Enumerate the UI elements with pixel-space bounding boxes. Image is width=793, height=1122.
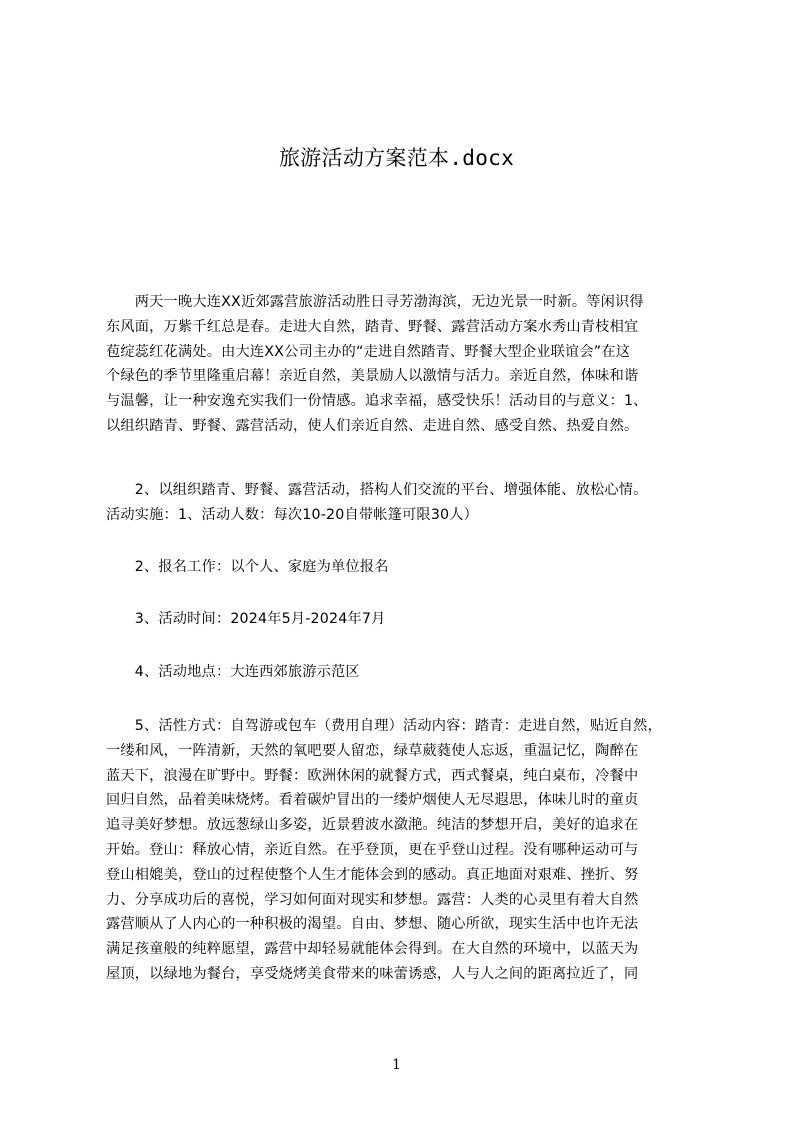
text-line: 苞绽蕊红花满处。由大连XX公司主办的“走进自然踏青、野餐大型企业联谊会”在这 [106,343,631,360]
document-body [106,0,726,1122]
text-line: 登山相媲美，登山的过程使整个人生才能体会到的感动。真正地面对艰难、挫折、努 [106,866,639,883]
paragraph-registration [106,555,726,580]
text-line: 2、报名工作：以个人、家庭为单位报名 [106,559,389,575]
text-line: 开始。登山：释放心情，亲近自然。在乎登顶，更在乎登山过程。没有哪种运动可与 [106,841,639,858]
paragraph-time [106,607,726,632]
text-line: 屋顶，以绿地为餐台，享受烧烤美食带来的味蕾诱惑，人与人之间的距离拉近了，同 [106,965,639,982]
text-line: 露营顺从了人内心的一种积极的渴望。自由、梦想、随心所欲，现实生活中也许无法 [106,916,639,933]
text-line: 一缕和风，一阵清新，天然的氧吧要人留恋，绿草葳蕤使人忘返，重温记忆，陶醉在 [106,742,639,759]
text-line: 2、以组织踏青、野餐、露营活动，搭构人们交流的平台、增强体能、放松心情。 [106,482,648,498]
paragraph-activities [106,714,726,987]
document-title: 旅游活动方案范本.docx [278,146,515,170]
text-line: 4、活动地点：大连西郊旅游示范区 [106,664,360,680]
text-line: 个绿色的季节里隆重启幕！亲近自然，美景励人以激情与活力。亲近自然，体味和谐 [106,368,639,385]
text-line: 与温馨，让一种安逸充实我们一份情感。追求幸福，感受快乐！活动目的与意义：1、 [106,393,648,410]
text-line: 两天一晚大连XX近郊露营旅游活动胜日寻芳渤海滨，无边光景一时新。等闲识得 [106,294,644,310]
page-number: 1 [392,1057,401,1073]
text-line: 以组织踏青、野餐、露营活动，使人们亲近自然、走进自然、感受自然、热爱自然。 [106,417,639,434]
text-line: 3、活动时间：2024年5月-2024年7月 [106,611,386,627]
text-line: 追寻美好梦想。放远葱绿山多姿，近景碧波水潋滟。纯洁的梦想开启，美好的追求在 [106,817,639,834]
text-line: 活动实施：1、活动人数：每次10-20自带帐篷可限30人） [106,506,479,523]
text-line: 蓝天下，浪漫在旷野中。野餐：欧洲休闲的就餐方式，西式餐桌，纯白桌布，冷餐中 [106,767,639,784]
text-line: 回归自然，品着美味烧烤。看着碳炉冒出的一缕炉烟使人无尽遐思，体味儿时的童贞 [106,792,639,809]
paragraph-location [106,660,726,685]
paragraph-purpose-2 [106,478,726,528]
text-line: 5、活性方式：自驾游或包车（费用自理）活动内容：踏青：走进自然，贴近自然， [106,718,662,734]
text-line: 满足孩童般的纯粹愿望，露营中却轻易就能体会得到。在大自然的环境中，以蓝天为 [106,941,639,958]
paragraph-intro [106,290,726,439]
text-line: 东风面，万紫千红总是春。走进大自然，踏青、野餐、露营活动方案水秀山青枝相宜 [106,318,639,335]
text-line: 力、分享成功后的喜悦，学习如何面对现实和梦想。露营：人类的心灵里有着大自然 [106,891,639,908]
